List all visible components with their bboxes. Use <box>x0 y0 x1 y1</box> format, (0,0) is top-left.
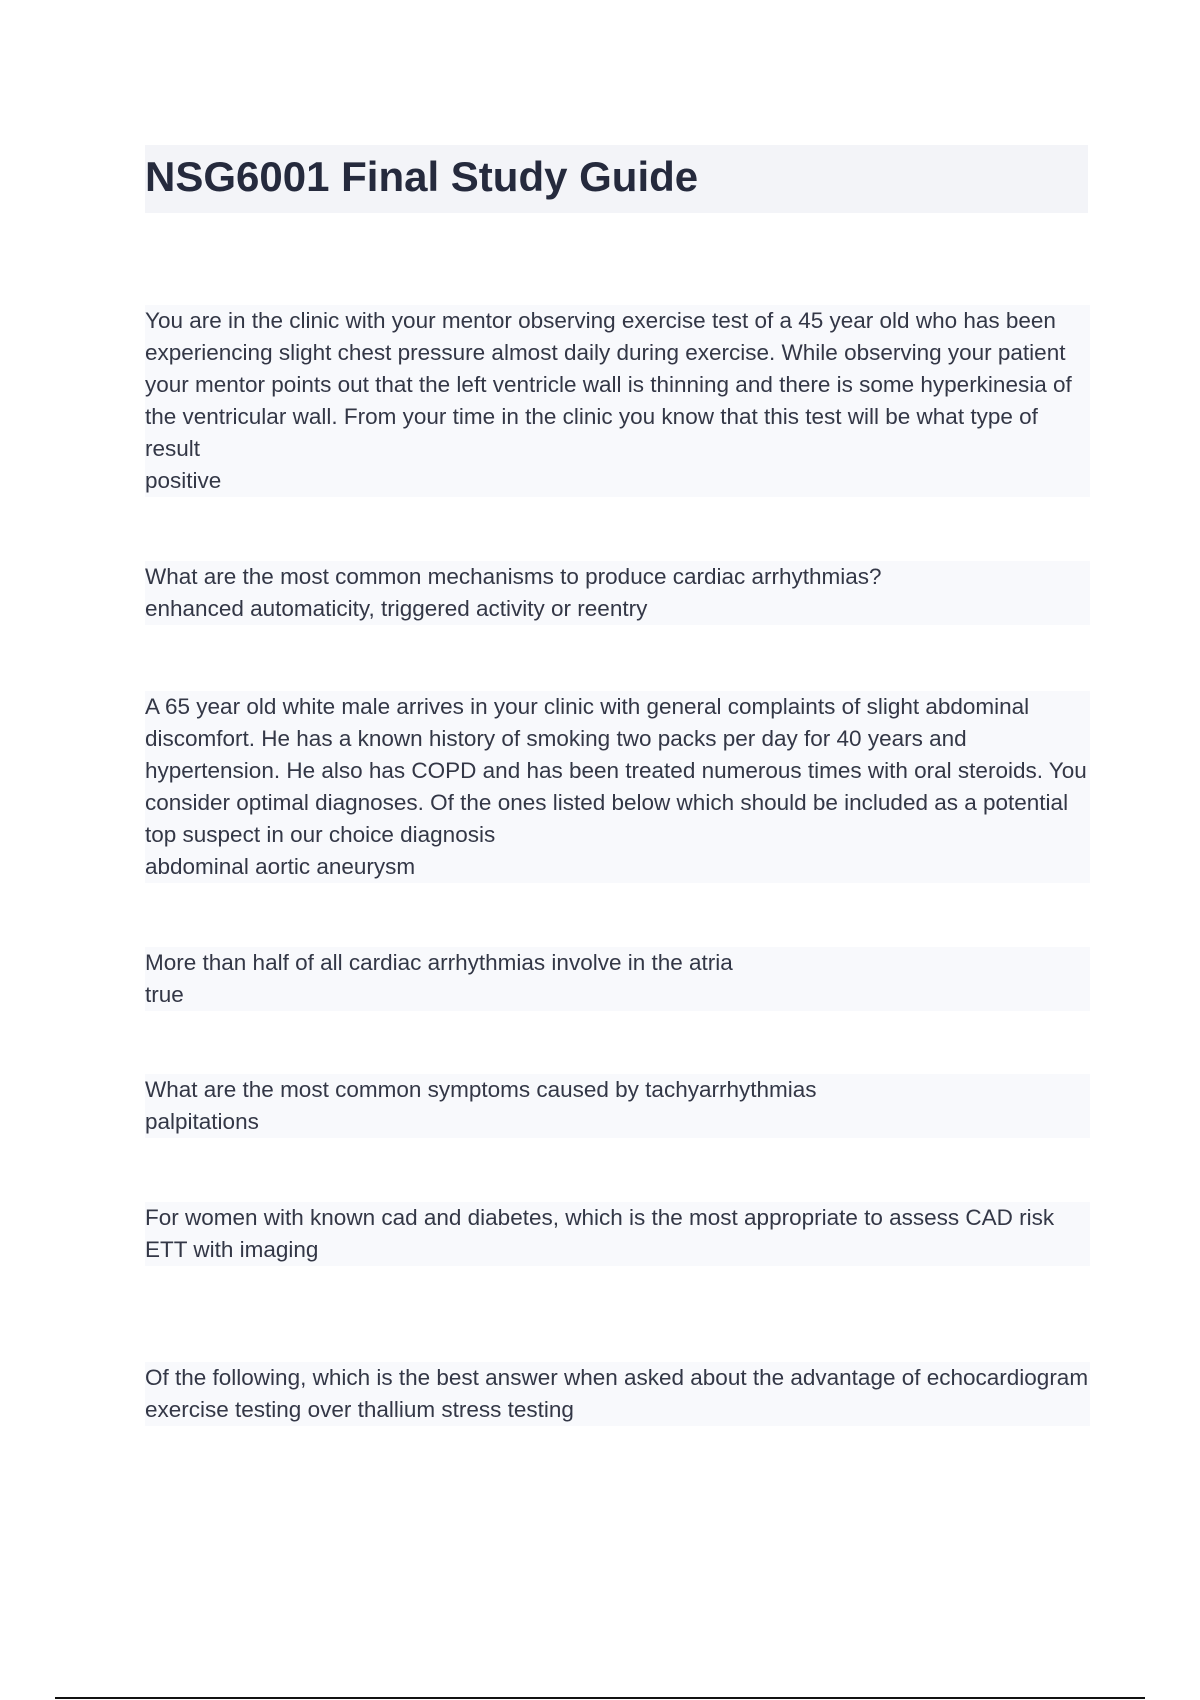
answer-text: enhanced automaticity, triggered activity or reentry <box>145 593 1090 625</box>
question-text: Of the following, which is the best answer when asked about the advantage of echocardiogram exercise testing over thallium stress testing <box>145 1362 1090 1426</box>
qa-item <box>145 947 1090 1011</box>
answer-text: true <box>145 979 1090 1011</box>
qa-item <box>145 305 1090 497</box>
qa-item <box>145 1074 1090 1138</box>
qa-item <box>145 1362 1090 1426</box>
footer-divider <box>55 1697 1145 1699</box>
qa-item <box>145 561 1090 625</box>
question-text: What are the most common symptoms caused by tachyarrhythmias <box>145 1074 1090 1106</box>
question-text: What are the most common mechanisms to produce cardiac arrhythmias? <box>145 561 1090 593</box>
answer-text: abdominal aortic aneurysm <box>145 851 1090 883</box>
answer-text: palpitations <box>145 1106 1090 1138</box>
answer-text: ETT with imaging <box>145 1234 1090 1266</box>
qa-item <box>145 1202 1090 1266</box>
question-text: For women with known cad and diabetes, which is the most appropriate to assess CAD risk <box>145 1202 1090 1234</box>
page-title: NSG6001 Final Study Guide <box>145 153 699 200</box>
question-text: You are in the clinic with your mentor observing exercise test of a 45 year old who has been experiencing slight chest pressure almost daily during exercise. While observing your patient your mentor points out that the left ventricle wall is thinning and there is some hyperkinesia of the ventricular wall. From your time in the clinic you know that this test will be what type of result <box>145 305 1090 465</box>
question-text: A 65 year old white male arrives in your clinic with general complaints of slight abdominal discomfort. He has a known history of smoking two packs per day for 40 years and hypertension. He also has COPD and has been treated numerous times with oral steroids. You consider optimal diagnoses. Of the ones listed below which should be included as a potential top suspect in our choice diagnosis <box>145 691 1090 851</box>
qa-item <box>145 691 1090 883</box>
question-text: More than half of all cardiac arrhythmias involve in the atria <box>145 947 1090 979</box>
answer-text: positive <box>145 465 1090 497</box>
